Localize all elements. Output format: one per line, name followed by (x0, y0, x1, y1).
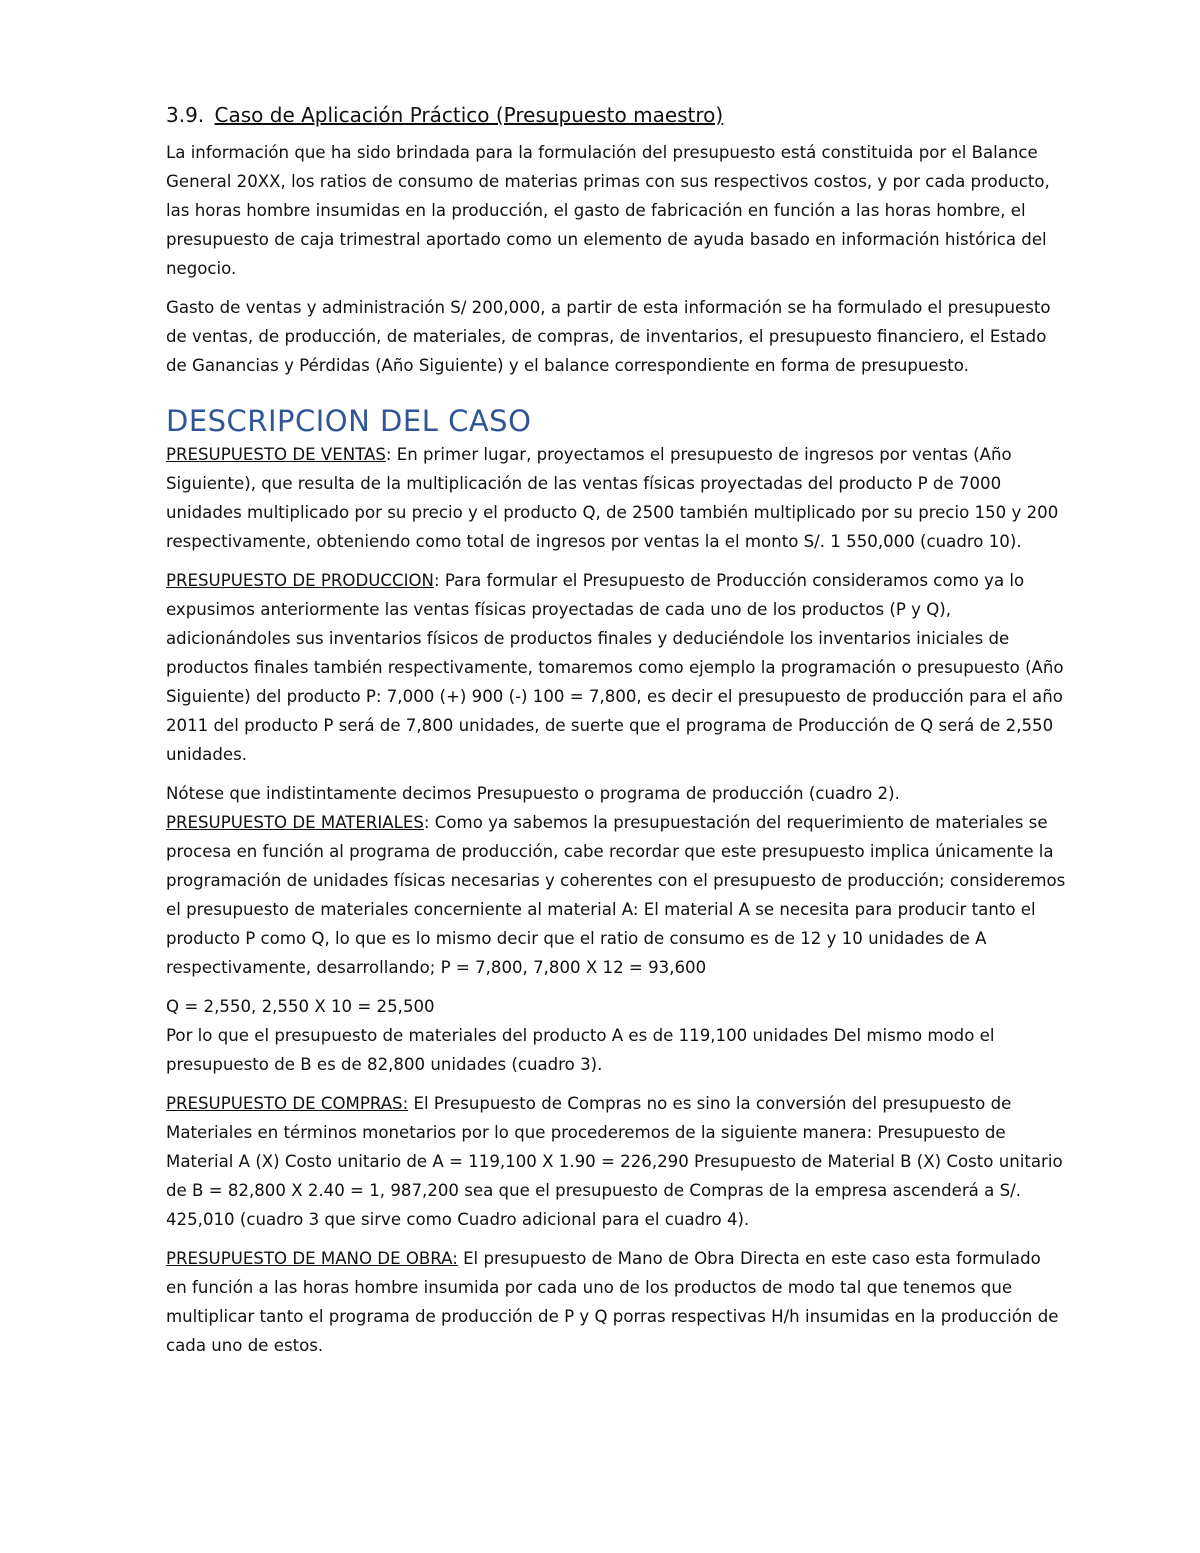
section-title-text: Caso de Aplicación Práctico (Presupuesto maestro) (214, 103, 724, 127)
section-title (166, 100, 1066, 130)
production-note: Nótese que indistintamente decimos Presupuesto o programa de producción (cuadro 2). (166, 784, 900, 803)
materials-budget-text: : Como ya sabemos la presupuestación del requerimiento de materiales se procesa en función al programa de producción, cabe recordar que este presupuesto implica únicamente la programación de unidades físicas necesarias y coherentes con el presupuesto de producción; consideremos el presupuesto de materiales concerniente al material A: El material A se necesita para producir tanto el producto P como Q, lo que es lo mismo decir que el ratio de consumo es de 12 y 10 unidades de A respectivamente, desarrollando; P = 7,800, 7,800 X 12 = 93,600 (166, 813, 1066, 977)
materials-result: Por lo que el presupuesto de materiales del producto A es de 119,100 unidades Del mismo modo el presupuesto de B es de 82,800 unidades (cuadro 3). (166, 1026, 995, 1074)
materials-budget-paragraph (166, 808, 1066, 982)
case-description-heading: DESCRIPCION DEL CASO (166, 404, 532, 438)
production-budget-text: : Para formular el Presupuesto de Producción consideramos como ya lo expusimos anteriormente las ventas físicas proyectadas de cada uno de los productos (P y Q), adicionándoles sus inventarios físicos de productos finales y deduciéndole los inventarios iniciales de productos finales también respectivamente, tomaremos como ejemplo la programación o presupuesto (Año Siguiente) del producto P: 7,000 (+) 900 (-) 100 = 7,800, es decir el presupuesto de producción para el año 2011 del producto P será de 7,800 unidades, de suerte que el programa de Producción de Q será de 2,550 unidades. (166, 571, 1064, 764)
labor-budget-label: PRESUPUESTO DE MANO DE OBRA: (166, 1249, 458, 1268)
materials-budget-label: PRESUPUESTO DE MATERIALES (166, 813, 424, 832)
production-budget-paragraph (166, 566, 1066, 769)
labor-budget-paragraph (166, 1244, 1066, 1360)
purchases-budget-label: PRESUPUESTO DE COMPRAS: (166, 1094, 409, 1113)
purchases-budget-text: El Presupuesto de Compras no es sino la conversión del presupuesto de Materiales en términos monetarios por lo que procederemos de la siguiente manera: Presupuesto de Material A (X) Costo unitario de A = 119,100 X 1.90 = 226,290 Presupuesto de Material B (X) Costo unitario de B = 82,800 X 2.40 = 1, 987,200 sea que el presupuesto de Compras de la empresa ascenderá a S/. 425,010 (cuadro 3 que sirve como Cuadro adicional para el cuadro 4). (166, 1094, 1063, 1229)
document-page (166, 100, 1066, 1370)
production-budget-label: PRESUPUESTO DE PRODUCCION (166, 571, 434, 590)
intro-paragraph-2: Gasto de ventas y administración S/ 200,000, a partir de esta información se ha formulado el presupuesto de ventas, de producción, de materiales, de compras, de inventarios, el presupuesto financiero, el Estado de Ganancias y Pérdidas (Año Siguiente) y el balance correspondiente en forma de presupuesto. (166, 298, 1051, 375)
sales-budget-text: : En primer lugar, proyectamos el presupuesto de ingresos por ventas (Año Siguiente), que resulta de la multiplicación de las ventas físicas proyectadas del producto P de 7000 unidades multiplicado por su precio y el producto Q, de 2500 también multiplicado por su precio 150 y 200 respectivamente, obteniendo como total de ingresos por ventas la el monto S/. 1 550,000 (cuadro 10). (166, 445, 1059, 551)
labor-budget-text: El presupuesto de Mano de Obra Directa en este caso esta formulado en función a las horas hombre insumida por cada uno de los productos de modo tal que tenemos que multiplicar tanto el programa de producción de P y Q porras respectivas H/h insumidas en la producción de cada uno de estos. (166, 1249, 1059, 1355)
materials-q-line: Q = 2,550, 2,550 X 10 = 25,500 (166, 997, 435, 1016)
purchases-budget-paragraph (166, 1089, 1066, 1234)
sales-budget-label: PRESUPUESTO DE VENTAS (166, 445, 386, 464)
section-number: 3.9. (166, 103, 205, 127)
sales-budget-paragraph (166, 440, 1066, 556)
intro-paragraph-1: La información que ha sido brindada para la formulación del presupuesto está constituida por el Balance General 20XX, los ratios de consumo de materias primas con sus respectivos costos, y por cada producto, las horas hombre insumidas en la producción, el gasto de fabricación en función a las horas hombre, el presupuesto de caja trimestral aportado como un elemento de ayuda basado en información histórica del negocio. (166, 143, 1050, 278)
